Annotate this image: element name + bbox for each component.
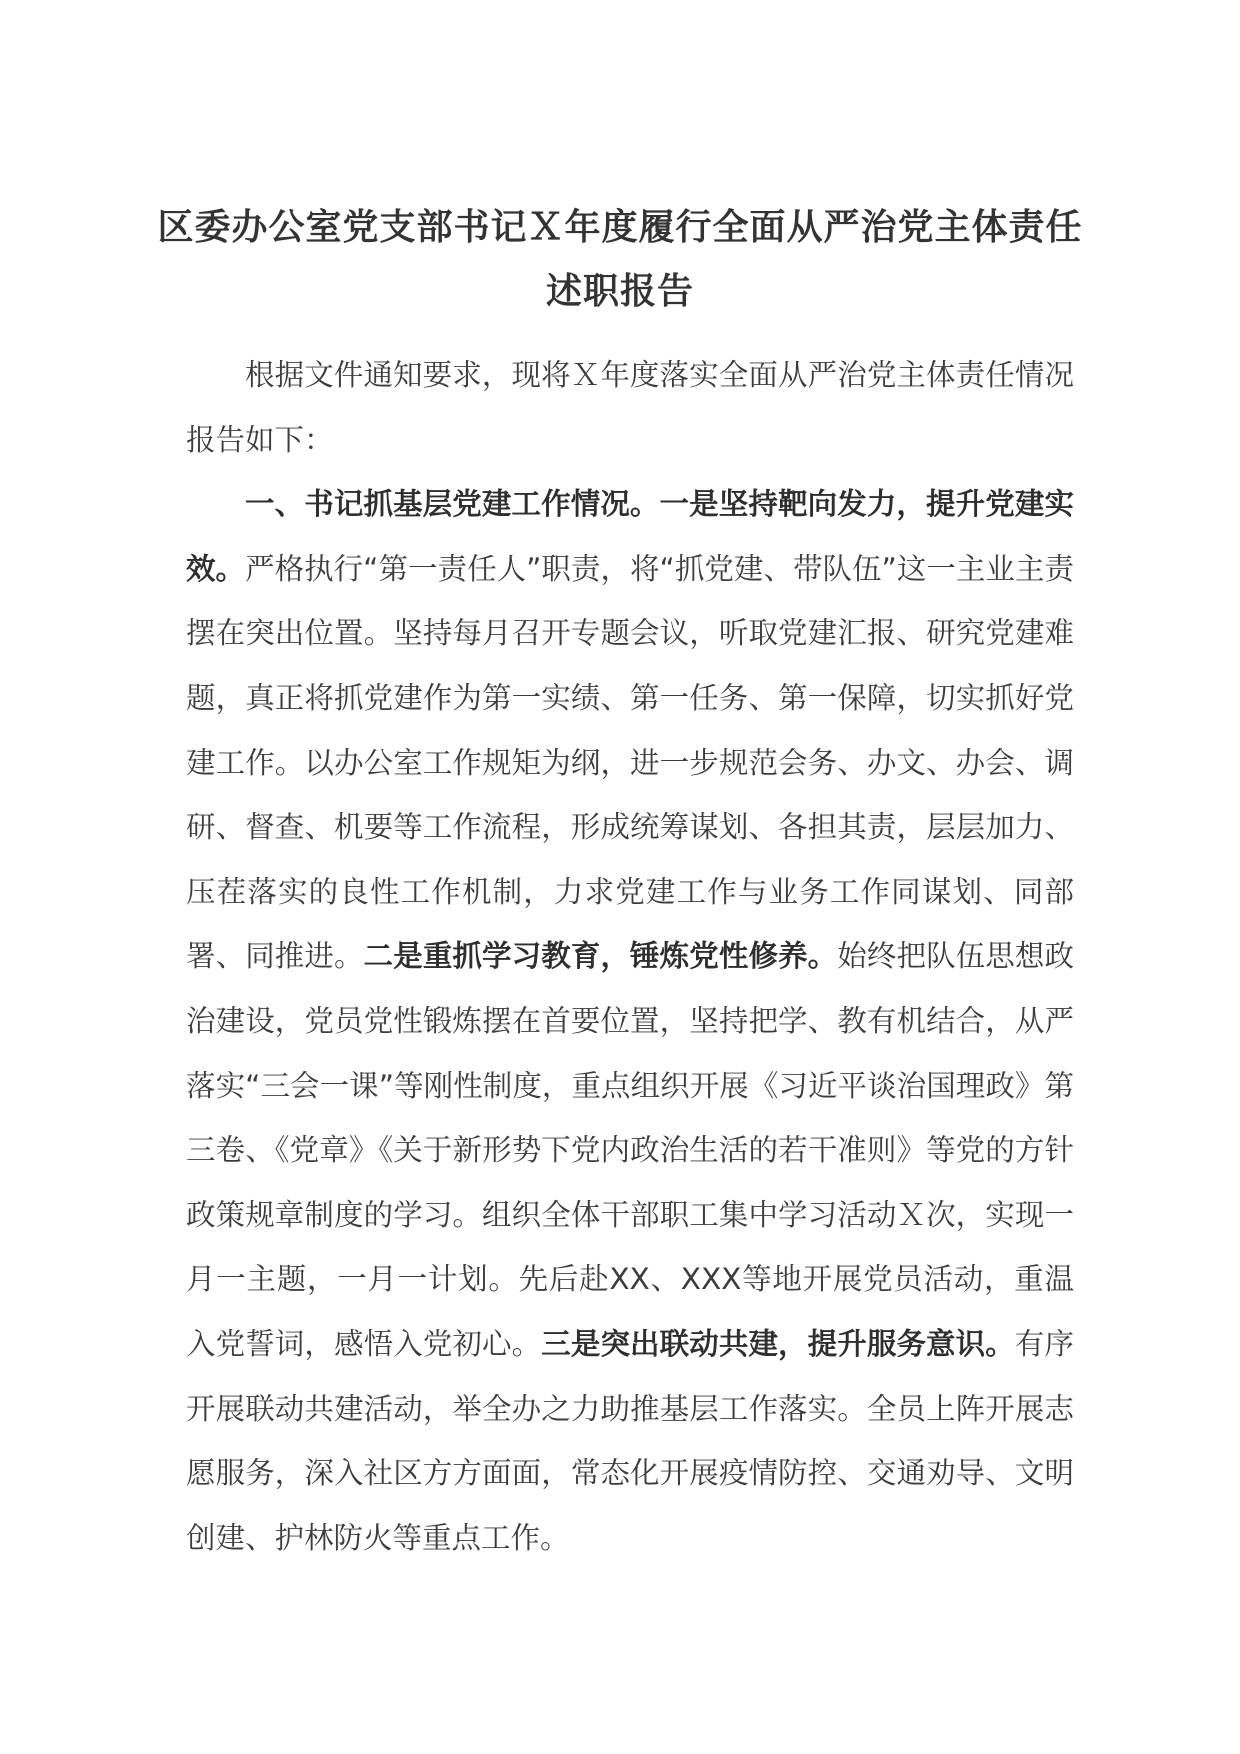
document-title [150, 196, 1090, 324]
section-1-paragraph [186, 472, 1074, 1570]
point-2-title: 二是重抓学习教育，锤炼党性修养。 [363, 939, 838, 974]
section-1-heading: 一、书记抓基层党建工作情况。 [245, 487, 660, 522]
title-line-1: 区委办公室党支部书记Ｘ年度履行全面从严治党主体责任 [157, 207, 1083, 248]
intro-paragraph: 根据文件通知要求，现将Ｘ年度落实全面从严治党主体责任情况报告如下： [186, 358, 1074, 457]
point-1-title: 一是坚持靶向发力，提升党建实效。 [186, 487, 1074, 586]
title-line-2: 述职报告 [545, 271, 694, 312]
point-3-title: 三是突出联动共建，提升服务意识。 [541, 1326, 1015, 1361]
point-3-text: 有序开展联动共建活动，举全办之力助推基层工作落实。全员上阵开展志愿服务，深入社区方方面面，常态化开展疫情防控、交通劝导、文明创建、护林防火等重点工作。 [186, 1326, 1074, 1555]
document-body [186, 343, 1074, 1570]
point-1-text: 严格执行“第一责任人”职责，将“抓党建、带队伍”这一主业主责摆在突出位置。坚持每月召开专题会议，听取党建汇报、研究党建难题，真正将抓党建作为第一实绩、第一任务、第一保障，切实抓好党建工作。以办公室工作规矩为纲，进一步规范会务、办文、办会、调研、督查、机要等工作流程，形成统筹谋划、各担其责，层层加力、压茬落实的良性工作机制，力求党建工作与业务工作同谋划、同部署、同推进。 [186, 551, 1074, 974]
point-2-text: 始终把队伍思想政治建设，党员党性锻炼摆在首要位置，坚持把学、教有机结合，从严落实“三会一课”等刚性制度，重点组织开展《习近平谈治国理政》第三卷、《党章》《关于新形势下党内政治生活的若干准则》等党的方针政策规章制度的学习。组织全体干部职工集中学习活动Ｘ次，实现一月一主题，一月一计划。先后赴XX、XXX等地开展党员活动，重温入党誓词，感悟入党初心。 [186, 939, 1074, 1361]
